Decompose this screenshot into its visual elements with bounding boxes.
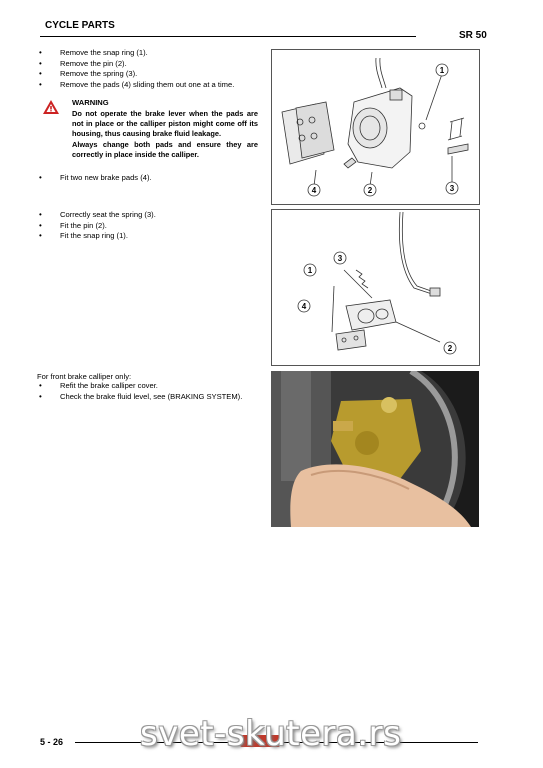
callout-2: 2 (447, 344, 453, 353)
callout-2: 2 (367, 186, 373, 195)
model-title: SR 50 (459, 30, 487, 41)
fit-pads-list (36, 173, 152, 184)
warning-text (72, 109, 258, 160)
warning-body: Do not operate the brake lever when the pads are not in place or the calliper piston might come off its housing, thus causing brake fluid leakage. (72, 109, 258, 139)
list-item: • Fit the pin (2). (36, 221, 156, 232)
list-item: • Fit the snap ring (1). (36, 231, 156, 242)
refit-steps-list (36, 210, 156, 242)
section-title: CYCLE PARTS (45, 20, 115, 31)
callout-3: 3 (449, 184, 455, 193)
list-item: • Correctly seat the spring (3). (36, 210, 156, 221)
caliper-assembly-figure (271, 209, 480, 366)
list-item: • Fit two new brake pads (4). (36, 173, 152, 184)
warning-icon (42, 99, 60, 115)
list-item: • Remove the pads (4) sliding them out one at a time. (36, 80, 234, 91)
list-item: • Remove the snap ring (1). (36, 48, 234, 59)
front-caliper-list (36, 381, 242, 402)
callout-4: 4 (311, 186, 317, 195)
list-item: • Remove the pin (2). (36, 59, 234, 70)
list-item: • Check the brake fluid level, see (BRAKING SYSTEM). (36, 392, 242, 403)
callout-3: 3 (337, 254, 343, 263)
callout-1: 1 (307, 266, 313, 275)
header-rule (40, 36, 416, 37)
front-caliper-photo-art (271, 371, 479, 527)
warning-body-2: Always change both pads and ensure they are correctly in place inside the calliper. (72, 139, 258, 159)
caliper-assembly-drawing (272, 210, 479, 365)
page-number: 5 - 26 (40, 737, 64, 747)
list-item: • Remove the spring (3). (36, 69, 234, 80)
removal-steps-list (36, 48, 234, 90)
callout-4: 4 (301, 302, 307, 311)
callout-1: 1 (439, 66, 445, 75)
caliper-exploded-drawing (272, 50, 479, 204)
front-caliper-note: For front brake calliper only: (37, 372, 132, 381)
caliper-exploded-figure (271, 49, 480, 205)
list-item: • Refit the brake calliper cover. (36, 381, 242, 392)
front-caliper-photo (271, 371, 479, 527)
warning-title: WARNING (72, 98, 109, 107)
watermark-text: svet-skutera.rs (140, 714, 402, 754)
